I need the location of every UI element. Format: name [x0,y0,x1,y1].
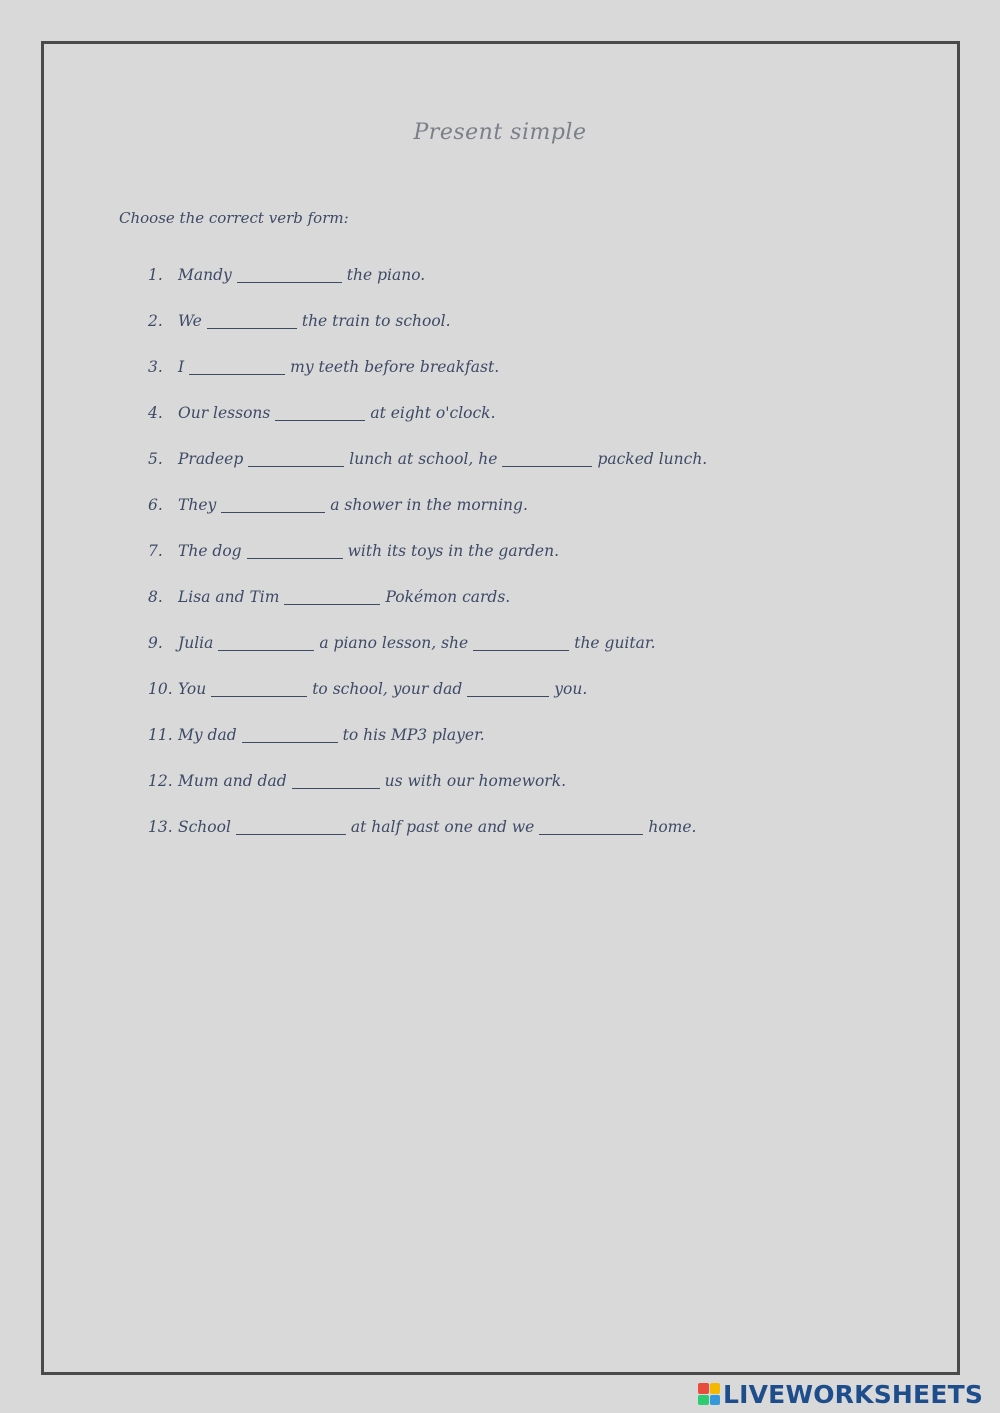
sentence-number: 5. [148,450,163,468]
sentence-text: Mandy [178,266,232,284]
sentence-number: 12. [148,772,173,790]
brand-name: LIVEWORKSHEETS [723,1379,984,1409]
sentence-number: 4. [148,404,163,422]
sentence-text: Pradeep [178,450,244,468]
sentence-item [148,542,707,588]
sentence-text: lunch at school, he [349,450,498,468]
sentence-text: with its toys in the garden. [347,542,559,560]
sentence-text: We [178,312,202,330]
answer-blank[interactable] [207,312,297,329]
sentence-text: the guitar. [574,634,656,652]
sentence-text: School [178,818,231,836]
sentence-number: 9. [148,634,163,652]
sentence-text: to his MP3 player. [342,726,485,744]
worksheet-title: Present simple [413,120,587,145]
answer-blank[interactable] [539,818,643,835]
sentence-text: us with our homework. [384,772,567,790]
answer-blank[interactable] [236,818,346,835]
sentence-text: home. [648,818,697,836]
logo-square [710,1395,721,1406]
answer-blank[interactable] [248,450,344,467]
sentence-text: at eight o'clock. [370,404,496,422]
sentence-item [148,450,707,496]
sentence-item [148,312,707,358]
sentence-item [148,588,707,634]
sentence-text: my teeth before breakfast. [290,358,500,376]
sentence-item [148,496,707,542]
sentence-text: My dad [178,726,237,744]
sentence-text: They [178,496,217,514]
sentence-text: Lisa and Tim [178,588,280,606]
sentence-text: Mum and dad [178,772,287,790]
sentence-number: 6. [148,496,163,514]
sentence-item [148,726,707,772]
answer-blank[interactable] [237,266,342,283]
logo-square [710,1383,721,1394]
answer-blank[interactable] [247,542,343,559]
answer-blank[interactable] [242,726,338,743]
sentence-text: a piano lesson, she [319,634,469,652]
answer-blank[interactable] [189,358,285,375]
sentence-number: 11. [148,726,173,744]
sentence-text: to school, your dad [312,680,463,698]
liveworksheets-brand [698,1380,983,1408]
answer-blank[interactable] [284,588,380,605]
answer-blank[interactable] [467,680,549,697]
sentence-text: Julia [178,634,214,652]
logo-square [698,1395,709,1406]
sentence-number: 3. [148,358,163,376]
sentence-item [148,266,707,312]
sentence-number: 8. [148,588,163,606]
sentence-item [148,404,707,450]
answer-blank[interactable] [211,680,307,697]
sentence-item [148,358,707,404]
answer-blank[interactable] [275,404,365,421]
answer-blank[interactable] [221,496,325,513]
sentence-number: 13. [148,818,173,836]
sentence-text: Our lessons [178,404,271,422]
sentence-item [148,818,707,864]
sentence-text: a shower in the morning. [330,496,528,514]
instruction-text: Choose the correct verb form: [119,209,349,227]
sentence-list [148,266,707,864]
sentence-number: 1. [148,266,163,284]
sentence-text: the piano. [346,266,426,284]
sentence-text: packed lunch. [597,450,708,468]
sentence-text: the train to school. [301,312,451,330]
sentence-number: 7. [148,542,163,560]
liveworksheets-logo-icon [698,1383,720,1405]
sentence-text: you. [554,680,588,698]
sentence-number: 10. [148,680,173,698]
sentence-text: Pokémon cards. [385,588,511,606]
sentence-text: You [178,680,207,698]
sentence-text: The dog [178,542,242,560]
sentence-text: at half past one and we [350,818,535,836]
logo-square [698,1383,709,1394]
answer-blank[interactable] [292,772,380,789]
answer-blank[interactable] [502,450,592,467]
answer-blank[interactable] [473,634,569,651]
sentence-item [148,772,707,818]
answer-blank[interactable] [218,634,314,651]
sentence-item [148,634,707,680]
sentence-item [148,680,707,726]
sentence-number: 2. [148,312,163,330]
sentence-text: I [178,358,185,376]
